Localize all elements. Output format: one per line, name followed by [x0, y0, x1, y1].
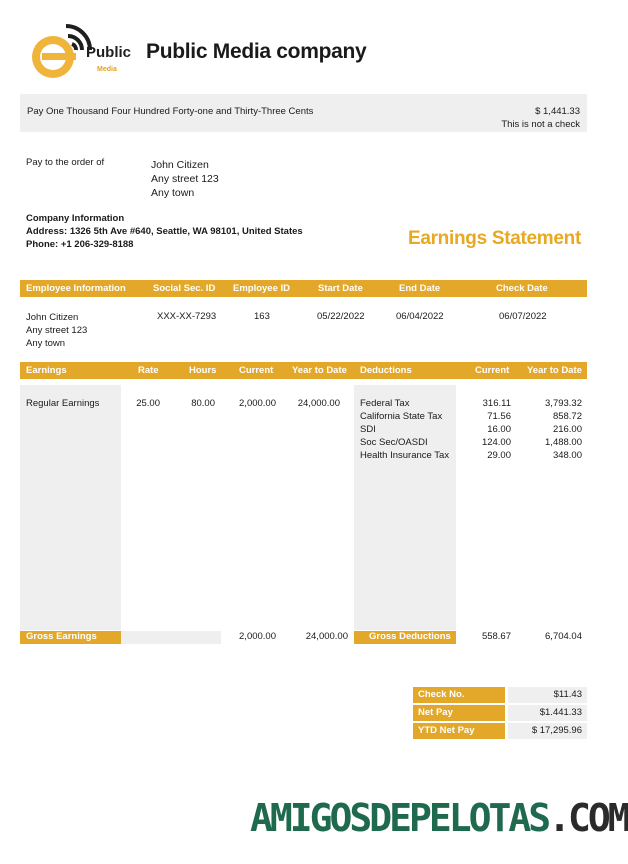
deduction-current: 124.00 [481, 436, 511, 448]
col-earnings: Earnings [26, 365, 67, 376]
deduction-currents [461, 398, 511, 463]
employee-line: Any street 123 [26, 325, 88, 336]
end-date-value: 06/04/2022 [396, 311, 444, 322]
check-date-value: 06/07/2022 [499, 311, 547, 322]
earning-name: Regular Earnings [26, 398, 100, 409]
deduction-names [360, 398, 449, 463]
company-address: Address: 1326 5th Ave #640, Seattle, WA 98101, United States [26, 226, 303, 237]
col-employee-id: Employee ID [233, 283, 291, 294]
company-info [26, 212, 303, 251]
col-ytd: Year to Date [292, 365, 347, 376]
summary-row-check-no [413, 687, 587, 704]
deduction-name: SDI [360, 423, 376, 435]
payee-town: Any town [151, 187, 195, 199]
col-start-date: Start Date [318, 283, 363, 294]
gross-deductions-label: Gross Deductions [369, 631, 451, 642]
summary-label: YTD Net Pay [413, 723, 505, 739]
deduction-name: Soc Sec/OASDI [360, 436, 428, 448]
summary-label: Net Pay [413, 705, 505, 721]
net-pay-summary [413, 687, 587, 741]
col-deductions: Deductions [360, 365, 412, 376]
company-phone: Phone: +1 206-329-8188 [26, 239, 134, 250]
employee-id-value: 163 [254, 311, 270, 322]
earning-current: 2,000.00 [239, 398, 276, 409]
col-ssn: Social Sec. ID [153, 283, 216, 294]
summary-row-ytd-net-pay [413, 723, 587, 740]
col-end-date: End Date [399, 283, 441, 294]
col-hours: Hours [189, 365, 217, 376]
deduction-current: 16.00 [487, 423, 511, 435]
col-ded-current: Current [475, 365, 510, 376]
earning-ytd: 24,000.00 [297, 398, 340, 409]
check-note: This is not a check [501, 119, 580, 130]
amount-value: $ 1,441.33 [535, 106, 580, 117]
logo-text: Public [86, 44, 132, 61]
gross-earnings-label: Gross Earnings [26, 631, 97, 642]
deduction-current: 71.56 [487, 410, 511, 422]
watermark-suffix: .COM [548, 796, 628, 840]
col-ded-ytd: Year to Date [527, 365, 582, 376]
earnings-header [20, 362, 587, 379]
payee-address [151, 158, 219, 200]
deduction-ytd: 3,793.32 [545, 398, 582, 409]
summary-value: $1.441.33 [508, 705, 587, 721]
deduction-name: Federal Tax [360, 398, 410, 409]
totals-gray-spacer [121, 631, 221, 644]
logo-subtext: Media [97, 66, 117, 73]
summary-value: $ 17,295.96 [508, 723, 587, 739]
earning-hours: 80.00 [191, 398, 215, 409]
employee-info [26, 311, 87, 350]
deduction-name: Health Insurance Tax [360, 449, 450, 461]
company-info-heading: Company Information [26, 213, 125, 224]
col-current: Current [239, 365, 274, 376]
deduction-ytds [522, 398, 582, 463]
gross-earnings-ytd: 24,000.00 [305, 631, 348, 642]
deduction-ytd: 348.00 [552, 449, 582, 461]
deduction-current: 29.00 [487, 449, 511, 461]
summary-value: $11.43 [508, 687, 587, 703]
deduction-ytd: 1,488.00 [545, 436, 582, 448]
watermark [250, 796, 628, 840]
gross-deductions-ytd: 6,704.04 [545, 631, 582, 642]
summary-label: Check No. [413, 687, 505, 703]
summary-row-net-pay [413, 705, 587, 722]
watermark-main: AMIGOSDEPELOTAS [250, 796, 549, 840]
deduction-name: California State Tax [360, 410, 443, 422]
gross-deductions-cell [354, 631, 456, 644]
amount-in-words: Pay One Thousand Four Hundred Forty-one and Thirty-Three Cents [27, 106, 314, 117]
deduction-ytd: 858.72 [552, 410, 582, 422]
statement-title: Earnings Statement [407, 228, 581, 249]
start-date-value: 05/22/2022 [317, 311, 365, 322]
employee-table-header [20, 280, 587, 297]
pay-order-label: Pay to the order of [26, 157, 105, 168]
col-employee-info: Employee Information [26, 283, 126, 294]
deduction-current: 316.11 [482, 398, 511, 409]
payee-name: John Citizen [151, 159, 209, 171]
payee-street: Any street 123 [151, 173, 219, 185]
col-check-date: Check Date [496, 283, 548, 294]
ssn-value: XXX-XX-7293 [157, 311, 217, 322]
employee-line: Any town [26, 338, 66, 349]
gross-earnings-cell [20, 631, 121, 644]
gross-earnings-current: 2,000.00 [239, 631, 276, 642]
employee-line: John Citizen [26, 312, 79, 323]
deduction-ytd: 216.00 [552, 423, 582, 435]
company-name: Public Media company [146, 40, 367, 63]
gross-deductions-current: 558.67 [481, 631, 511, 642]
col-rate: Rate [138, 365, 159, 376]
earning-rate: 25.00 [136, 398, 160, 409]
amount-band [20, 94, 587, 132]
earnings-name-column [20, 385, 121, 630]
